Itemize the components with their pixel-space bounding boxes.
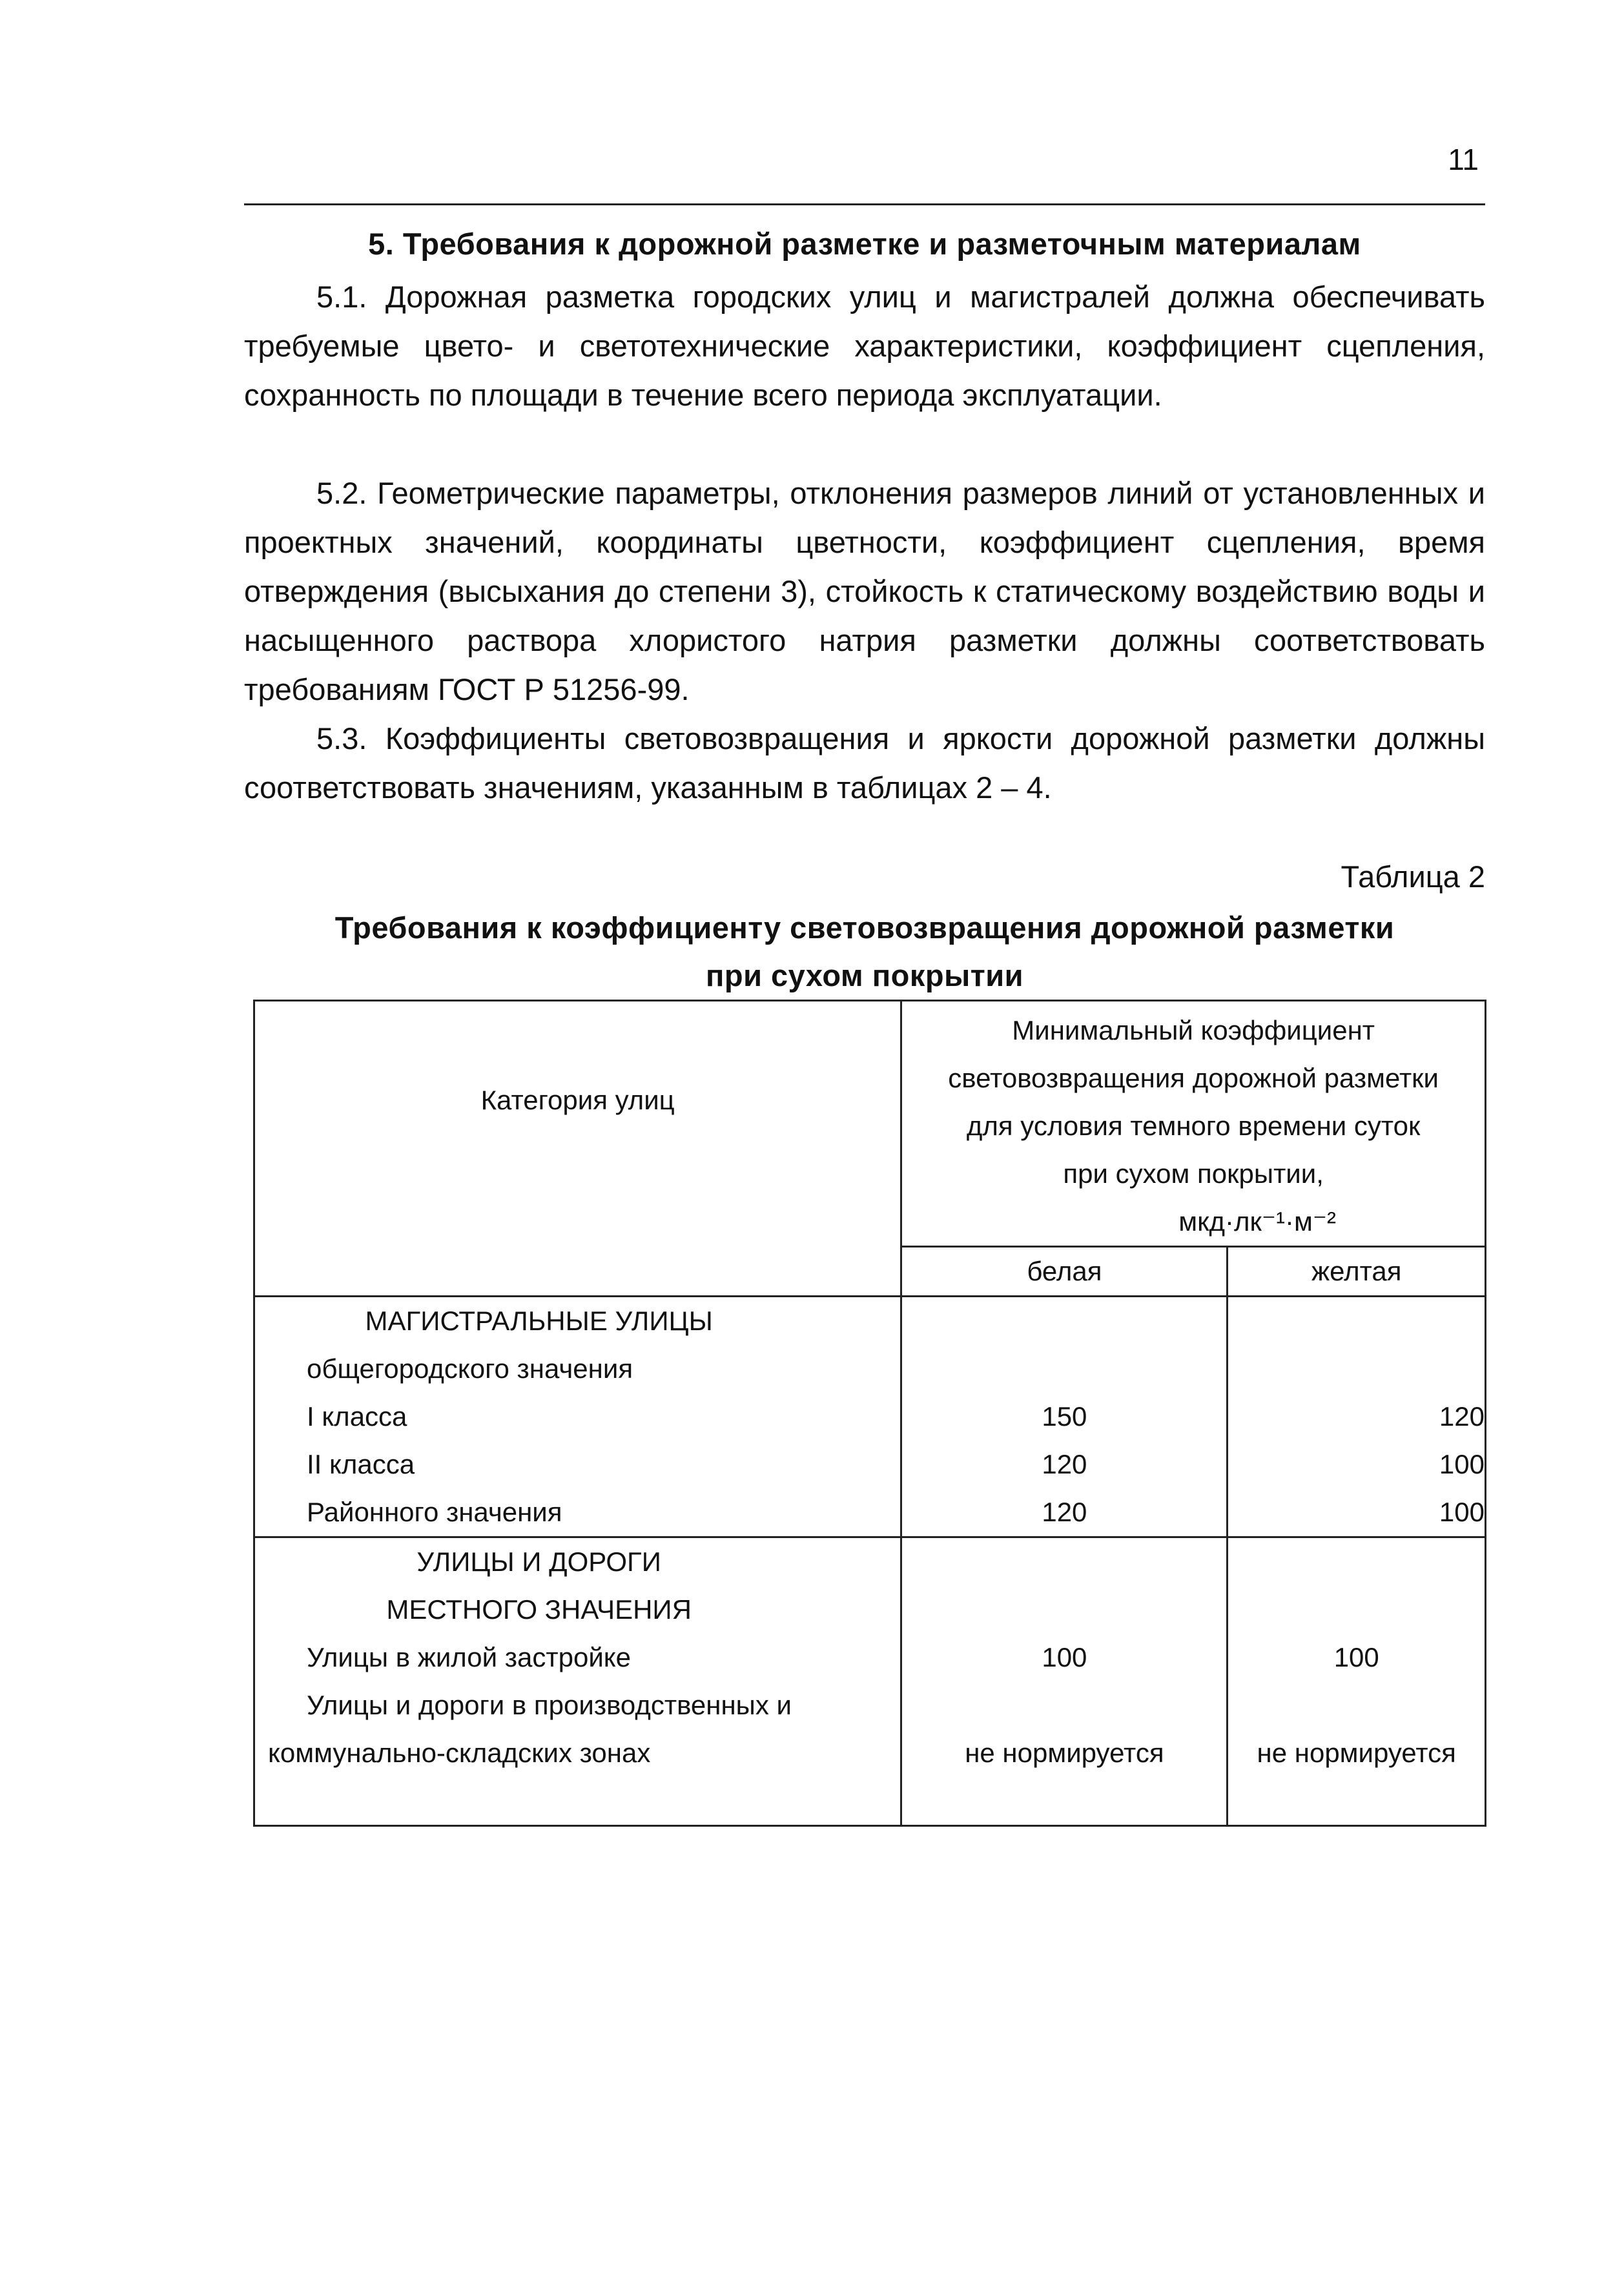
group-local-streets-white <box>901 1537 1228 1826</box>
value-yellow: 100 <box>1333 1642 1379 1672</box>
group-local-streets-labels <box>254 1537 901 1826</box>
group-main-streets-white <box>901 1297 1228 1537</box>
value-white: 120 <box>1042 1449 1087 1479</box>
header-category: Категория улиц <box>254 1001 901 1297</box>
paragraph-5-1-text: Дорожная разметка городских улиц и магистралей должна обеспечивать требуемые цвето- и светотехнические характеристики, коэффициент сцепления, сохранность по площади в течение всего периода эксплуатации. <box>244 280 1486 412</box>
value-white: 120 <box>1042 1497 1087 1527</box>
table-number: Таблица 2 <box>1341 859 1485 894</box>
header-rule <box>244 203 1485 205</box>
header-unit: мкд·лк⁻¹·м⁻² <box>1178 1206 1336 1237</box>
value-white: 100 <box>1042 1642 1087 1672</box>
value-yellow <box>1228 1345 1485 1393</box>
row-label: Районного значения <box>307 1497 562 1527</box>
table-title-line-1: Требования к коэффициенту световозвращения дорожной разметки <box>334 910 1395 945</box>
value-white: 150 <box>1042 1401 1087 1432</box>
header-coefficient-line: световозвращения дорожной разметки <box>948 1063 1439 1093</box>
paragraph-5-2-text: Геометрические параметры, отклонения размеров линий от установленных и проектных значений, координаты цветности, коэффициент сцепления, время отверждения (высыхания до степени 3), стойкость к статическому воздействию воды и насыщенного раствора хлористого натрия разметки должны соответствовать требованиям ГОСТ Р 51256-99. <box>244 476 1485 706</box>
value-white <box>902 1681 1226 1729</box>
group-title: МАГИСТРАЛЬНЫЕ УЛИЦЫ <box>365 1306 713 1336</box>
value-yellow <box>1228 1681 1485 1729</box>
row-label: I класса <box>307 1401 407 1432</box>
paragraph-5-1 <box>244 272 1485 420</box>
page-number: 11 <box>1448 143 1479 176</box>
group-main-streets-labels <box>254 1297 901 1537</box>
value-yellow: не нормируется <box>1257 1738 1456 1768</box>
value-white: не нормируется <box>965 1738 1164 1768</box>
header-coefficient-line: для условия темного времени суток <box>966 1111 1421 1141</box>
value-yellow: 120 <box>1439 1401 1485 1432</box>
table-title-line-2: при сухом покрытии <box>705 958 1024 992</box>
group-local-streets-yellow <box>1228 1537 1486 1826</box>
retroreflection-table <box>253 1000 1486 1827</box>
paragraph-5-1-number: 5.1. <box>316 280 367 314</box>
value-white <box>902 1345 1226 1393</box>
header-white: белая <box>901 1247 1228 1297</box>
header-coefficient-line: при сухом покрытии, <box>1063 1158 1324 1189</box>
table-group-local-streets <box>254 1537 1486 1826</box>
group-title: УЛИЦЫ И ДОРОГИ <box>416 1546 661 1577</box>
row-label: Улицы и дороги в производственных и <box>307 1690 792 1720</box>
header-coefficient-line: Минимальный коэффициент <box>1012 1015 1375 1045</box>
value-yellow: 100 <box>1439 1449 1485 1479</box>
row-label: II класса <box>307 1449 415 1479</box>
table-title <box>244 904 1485 1000</box>
row-label: общегородского значения <box>307 1353 633 1384</box>
header-yellow: желтая <box>1228 1247 1486 1297</box>
group-title: МЕСТНОГО ЗНАЧЕНИЯ <box>386 1594 692 1625</box>
paragraph-5-3 <box>244 714 1485 812</box>
paragraph-5-2 <box>244 469 1485 714</box>
section-heading: 5. Требования к дорожной разметке и разметочным материалам <box>368 227 1361 261</box>
value-yellow: 100 <box>1439 1497 1485 1527</box>
paragraph-5-2-number: 5.2. <box>316 476 367 510</box>
row-label: Улицы в жилой застройке <box>307 1642 631 1672</box>
paragraph-5-3-number: 5.3. <box>316 721 367 755</box>
group-main-streets-yellow <box>1228 1297 1486 1537</box>
row-label: коммунально-складских зонах <box>268 1738 651 1768</box>
paragraph-5-3-text: Коэффициенты световозвращения и яркости дорожной разметки должны соответствовать значениям, указанным в таблицах 2 – 4. <box>244 721 1485 805</box>
header-coefficient <box>901 1001 1486 1247</box>
table-group-main-streets <box>254 1297 1486 1537</box>
